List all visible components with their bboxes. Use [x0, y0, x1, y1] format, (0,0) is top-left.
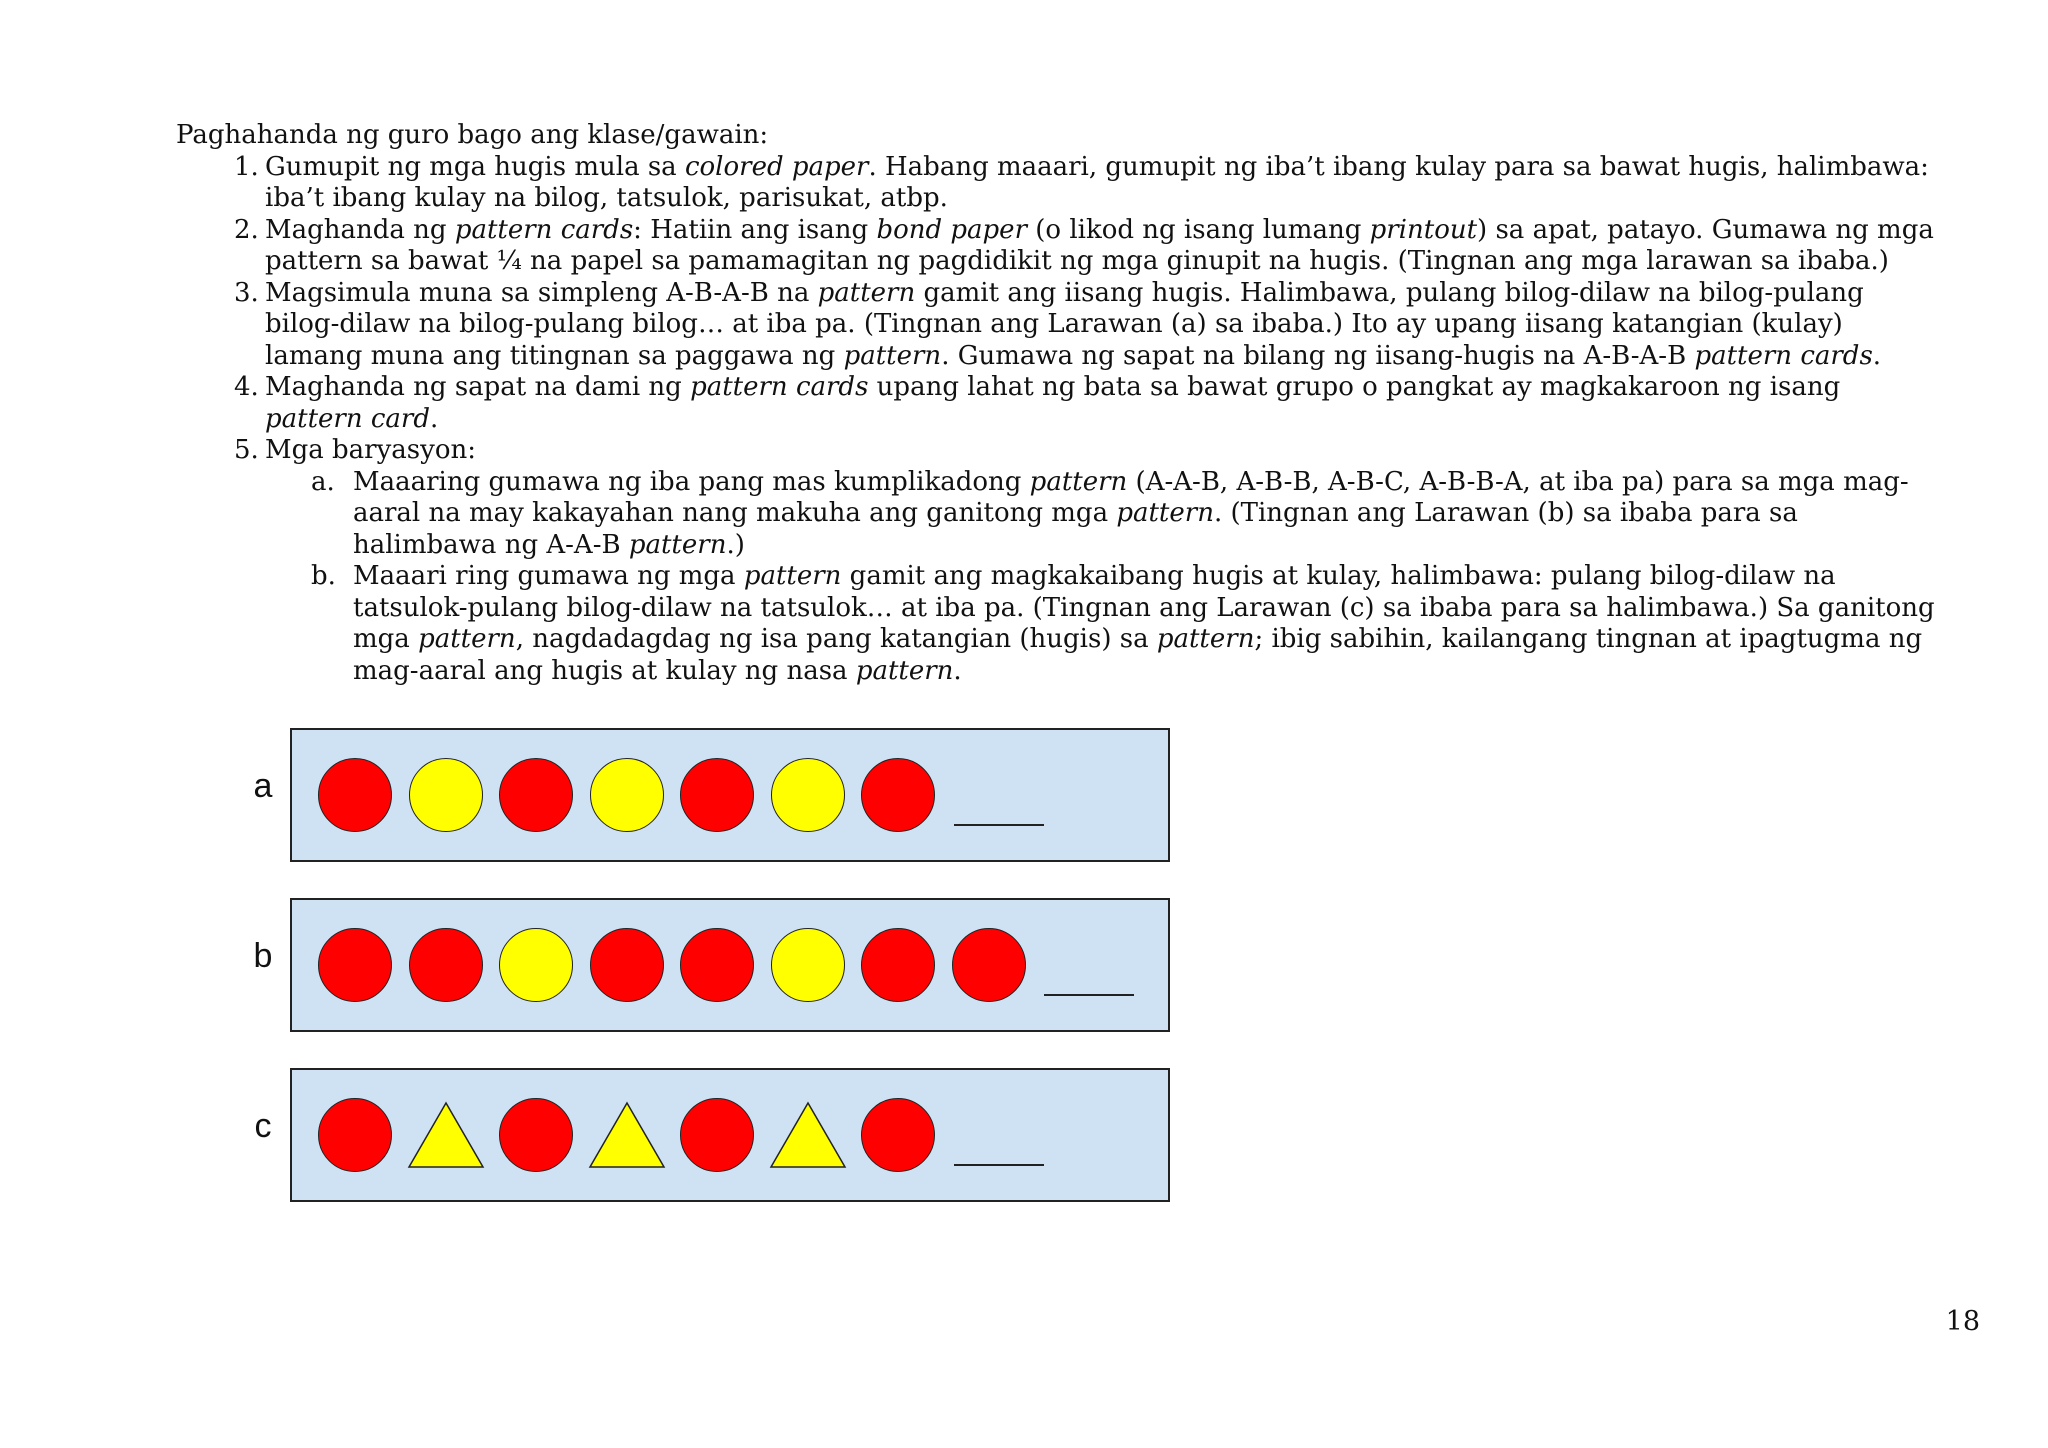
text-run: .)	[726, 529, 745, 560]
italic-term: pattern	[1156, 624, 1255, 654]
list-item	[176, 215, 1946, 278]
italic-term: pattern	[743, 561, 842, 591]
red-circle	[318, 1098, 392, 1172]
red-circle	[590, 928, 664, 1002]
section-heading: Paghahanda ng guro bago ang klase/gawain:	[176, 120, 769, 150]
figure-label: b	[253, 937, 273, 975]
italic-term: printout	[1369, 214, 1478, 245]
yellow-triangle	[587, 1100, 667, 1170]
italic-term: bond paper	[876, 214, 1027, 245]
yellow-circle	[771, 928, 845, 1002]
list-number: 1.	[234, 151, 259, 182]
red-circle	[499, 758, 573, 832]
text-run: gamit ang magkakaibang hugis at kulay, halimbawa: pulang bilog-dilaw na tatsulok-pulang bilog-dilaw na tatsulok… at iba pa. (Tingnan ang Larawan (c) sa ibaba para sa halimbawa.) Sa ganitong mga	[353, 561, 1935, 654]
yellow-triangle	[768, 1100, 848, 1170]
document-body	[176, 120, 1946, 687]
sub-list-item	[265, 561, 1946, 687]
text-run: , nagdadagdag ng isa pang katangian (hugis) sa	[515, 624, 1157, 654]
yellow-circle	[771, 758, 845, 832]
italic-term: pattern cards	[690, 372, 869, 402]
red-circle	[861, 928, 935, 1002]
italic-term: pattern	[628, 529, 727, 560]
italic-term: pattern cards	[454, 214, 634, 245]
red-circle	[318, 758, 392, 832]
italic-term: pattern card	[265, 403, 431, 434]
text-run: (A-A-B, A-B-B, A-B-C, A-B-B-A, at iba pa) para sa mga mag-aaral na may kakayahan nang makuha ang ganitong mga	[353, 466, 1909, 528]
answer-blank-line	[954, 1164, 1044, 1166]
page-number: 18	[1945, 1306, 1980, 1337]
red-circle	[499, 1098, 573, 1172]
red-circle	[861, 758, 935, 832]
pattern-card	[290, 1068, 1170, 1202]
list-item	[176, 278, 1946, 373]
yellow-triangle	[406, 1100, 486, 1170]
text-run: .	[430, 403, 439, 434]
text-run: . Gumawa ng sapat na bilang ng iisang-hugis na A-B-A-B	[941, 340, 1695, 371]
text-run: : Hatiin ang isang	[633, 214, 877, 245]
text-run: upang lahat ng bata sa bawat grupo o pangkat ay magkakaroon ng isang	[868, 372, 1841, 402]
answer-blank-line	[1044, 994, 1134, 996]
text-run: .	[953, 655, 962, 686]
text-run: ) sa apat, patayo. Gumawa ng mga pattern sa bawat ¼ na papel sa pamamagitan ng pagdidikit ng mga ginupit na hugis. (Tingnan ang mga larawan sa ibaba.)	[265, 214, 1934, 276]
text-run: . (Tingnan ang Larawan (b) sa ibaba para sa halimbawa ng A-A-B	[353, 498, 1798, 560]
instruction-list	[176, 152, 1946, 688]
italic-term: pattern	[843, 340, 942, 371]
red-circle	[318, 928, 392, 1002]
pattern-card	[290, 728, 1170, 862]
red-circle	[409, 928, 483, 1002]
sub-list	[265, 467, 1946, 688]
figure-label: a	[253, 767, 273, 805]
red-circle	[680, 928, 754, 1002]
italic-term: pattern	[1029, 466, 1128, 497]
sub-list-item	[265, 467, 1946, 562]
answer-blank-line	[954, 824, 1044, 826]
list-item	[176, 372, 1946, 435]
red-circle	[680, 1098, 754, 1172]
text-run: .	[1872, 340, 1882, 371]
text-run: Magsimula muna sa simpleng A-B-A-B na	[265, 277, 818, 308]
sub-list-letter: a.	[311, 466, 335, 497]
italic-term: pattern	[855, 655, 954, 686]
italic-term: pattern	[817, 277, 916, 308]
italic-term: pattern	[1116, 498, 1214, 528]
italic-term: pattern cards	[1694, 340, 1873, 371]
text-run: Maghanda ng sapat na dami ng	[265, 372, 691, 402]
italic-term: pattern	[418, 624, 516, 654]
list-number: 2.	[234, 214, 259, 245]
text-run: Mga baryasyon:	[265, 435, 476, 465]
text-run: . Habang maaari, gumupit ng iba’t ibang kulay para sa bawat hugis, halimbawa: iba’t ibang kulay na bilog, tatsulok, parisukat, atbp.	[265, 151, 1929, 213]
yellow-circle	[590, 758, 664, 832]
text-run: Maaaring gumawa ng iba pang mas kumplikadong	[353, 466, 1030, 497]
text-run: Maghanda ng	[265, 214, 455, 245]
list-number: 3.	[234, 277, 259, 308]
text-run: gamit ang iisang hugis. Halimbawa, pulang bilog-dilaw na bilog-pulang bilog-dilaw na bilog-pulang bilog… at iba pa. (Tingnan ang Larawan (a) sa ibaba.) Ito ay upang iisang katangian (kulay) lamang muna ang titingnan sa paggawa ng	[265, 277, 1864, 371]
list-item	[176, 152, 1946, 215]
italic-term: colored paper	[684, 151, 869, 182]
red-circle	[680, 758, 754, 832]
text-run: ; ibig sabihin, kailangang tingnan at ipagtugma ng mag-aaral ang hugis at kulay ng nasa	[353, 624, 1923, 686]
text-run: Gumupit ng mga hugis mula sa	[265, 151, 685, 182]
list-number: 5.	[234, 435, 259, 465]
pattern-card	[290, 898, 1170, 1032]
yellow-circle	[409, 758, 483, 832]
list-number: 4.	[234, 372, 259, 402]
list-item	[176, 435, 1946, 687]
figure-label: c	[254, 1107, 272, 1145]
text-run: (o likod ng isang lumang	[1027, 214, 1370, 245]
text-run: Maaari ring gumawa ng mga	[353, 561, 744, 591]
red-circle	[952, 928, 1026, 1002]
red-circle	[861, 1098, 935, 1172]
yellow-circle	[499, 928, 573, 1002]
sub-list-letter: b.	[311, 561, 336, 591]
